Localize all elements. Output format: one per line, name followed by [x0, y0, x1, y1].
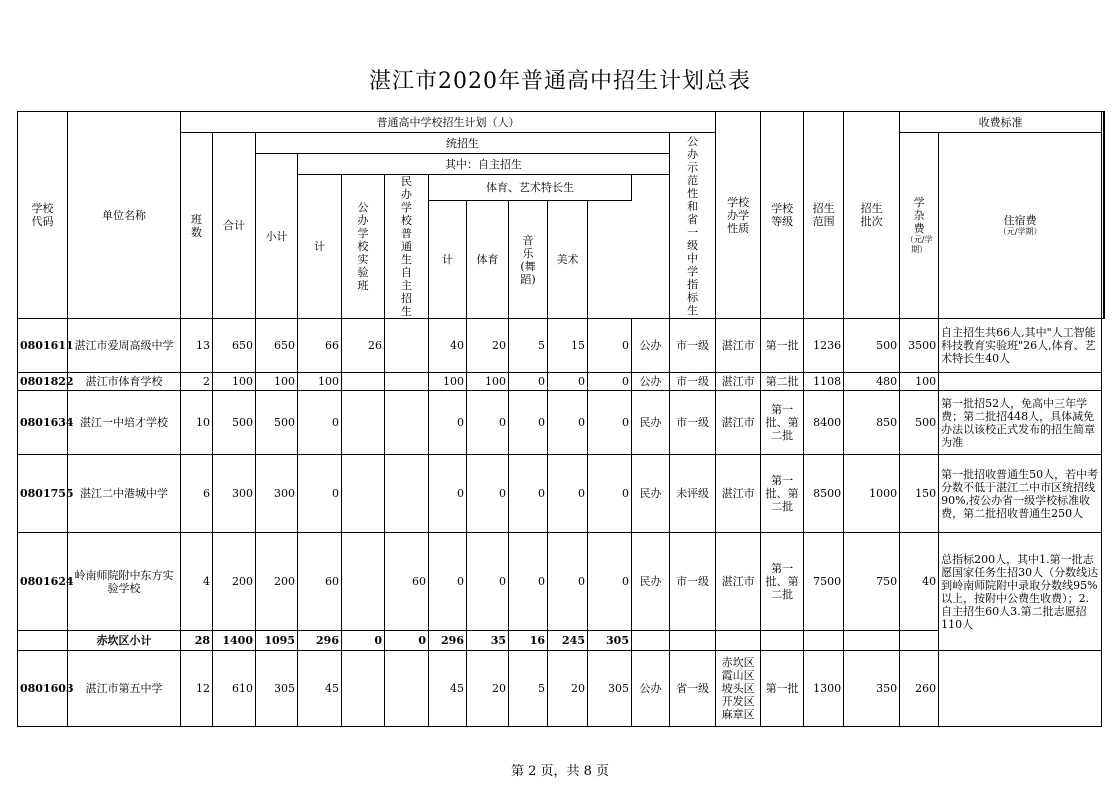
grade-cell: 省一级	[670, 651, 716, 727]
school-code: 0801755	[18, 455, 68, 533]
header-scope: 招生范围	[804, 112, 844, 319]
sports-cell: 35	[467, 631, 509, 651]
remark-cell	[939, 651, 1102, 727]
dorm-cell: 850	[844, 391, 900, 455]
beds-cell: 100	[900, 373, 939, 391]
demo-cell: 305	[588, 631, 632, 651]
classes-cell: 6	[181, 455, 213, 533]
exp-cell: 26	[342, 319, 385, 373]
table-row	[18, 319, 1105, 373]
header-unified: 统招生	[256, 133, 670, 154]
tuition-cell: 1300	[804, 651, 844, 727]
saji-cell: 296	[429, 631, 467, 651]
subtotal-label: 赤坎区小计	[68, 631, 181, 651]
batch-cell: 第二批	[761, 373, 804, 391]
header-remarks	[1103, 112, 1104, 319]
tuition-unit: （元/学期）	[905, 235, 933, 254]
dorm-cell: 480	[844, 373, 900, 391]
scope-cell: 湛江市	[716, 455, 761, 533]
priv-cell	[385, 373, 429, 391]
school-name: 湛江市第五中学	[68, 651, 181, 727]
total-cell: 500	[213, 391, 256, 455]
tuition-cell: 7500	[804, 533, 844, 631]
total-cell: 100	[213, 373, 256, 391]
subtotal-cell: 1095	[256, 631, 298, 651]
total-cell: 610	[213, 651, 256, 727]
beds-cell: 3500	[900, 319, 939, 373]
priv-cell	[385, 319, 429, 373]
classes-cell: 4	[181, 533, 213, 631]
scope-cell: 湛江市	[716, 373, 761, 391]
ji-cell: 0	[298, 391, 342, 455]
table-row	[18, 391, 1105, 455]
saji-cell: 40	[429, 319, 467, 373]
grade-cell: 市一级	[670, 373, 716, 391]
batch-cell: 第一批	[761, 651, 804, 727]
music-cell: 16	[509, 631, 548, 651]
header-sports: 体育	[467, 201, 509, 319]
sports-cell: 100	[467, 373, 509, 391]
scope-cell: 湛江市	[716, 319, 761, 373]
page-title: 湛江市2020年普通高中招生计划总表	[369, 69, 751, 94]
ji-cell: 100	[298, 373, 342, 391]
nature-cell: 公办	[632, 319, 670, 373]
exp-cell: 0	[342, 631, 385, 651]
priv-cell: 60	[385, 533, 429, 631]
subtotal-cell: 650	[256, 319, 298, 373]
header-ji: 计	[298, 175, 342, 319]
ji-cell: 60	[298, 533, 342, 631]
header-sa-ji: 计	[429, 201, 467, 319]
nature-cell: 民办	[632, 533, 670, 631]
total-cell: 300	[213, 455, 256, 533]
school-name: 岭南师院附中东方实验学校	[68, 533, 181, 631]
header-tuition: 学杂费 （元/学期）	[900, 133, 939, 319]
remark-cell	[939, 373, 1102, 391]
header-private-general: 民办学校普通生自主招生	[385, 175, 429, 319]
subtotal-cell: 305	[256, 651, 298, 727]
demo-cell: 305	[588, 651, 632, 727]
grade-cell: 市一级	[670, 391, 716, 455]
arts-cell: 0	[548, 455, 588, 533]
header-subtotal: 小计	[256, 154, 298, 319]
subtotal-cell: 100	[256, 373, 298, 391]
batch-cell: 第一批、第二批	[761, 391, 804, 455]
header-class-count: 班数	[181, 133, 213, 319]
demo-cell: 0	[588, 533, 632, 631]
arts-cell: 15	[548, 319, 588, 373]
priv-cell	[385, 391, 429, 455]
scope-cell: 湛江市	[716, 391, 761, 455]
saji-cell: 0	[429, 533, 467, 631]
tuition-cell: 1236	[804, 319, 844, 373]
sports-cell: 0	[467, 455, 509, 533]
music-cell: 0	[509, 373, 548, 391]
tuition-cell: 8400	[804, 391, 844, 455]
exp-cell	[342, 391, 385, 455]
header-dorm-fee	[939, 133, 1102, 319]
remark-cell: 总指标200人，其中1.第一批志愿国家任务生招30人（分数线达到岭南师院附中录取分数线95%以上，按附中公费生收费）；2.自主招生60人3.第二批志愿招110人	[939, 533, 1102, 651]
exp-cell	[342, 455, 385, 533]
beds-cell: 260	[900, 651, 939, 727]
school-name: 湛江二中港城中学	[68, 455, 181, 533]
saji-cell: 45	[429, 651, 467, 727]
remark-cell: 自主招生共66人,其中"人工智能科技教育实验班"26人,体育、艺术特长生40人	[939, 319, 1102, 373]
music-cell: 0	[509, 455, 548, 533]
music-cell: 0	[509, 533, 548, 631]
school-name: 湛江市体育学校	[68, 373, 181, 391]
header-fees-group: 收费标准	[900, 112, 1102, 133]
beds-cell: 40	[900, 533, 939, 631]
dorm-cell: 500	[844, 319, 900, 373]
header-plan-group: 普通高中学校招生计划（人）	[181, 112, 716, 133]
dorm-fee-label: 住宿费	[1003, 214, 1037, 227]
music-cell: 0	[509, 391, 548, 455]
classes-cell: 2	[181, 373, 213, 391]
header-school-code: 学校代码	[18, 112, 68, 319]
demo-cell: 0	[588, 373, 632, 391]
school-code: 0801603	[18, 651, 68, 727]
ji-cell: 66	[298, 319, 342, 373]
header-batch: 招生批次	[844, 112, 900, 319]
total-cell: 200	[213, 533, 256, 631]
priv-cell: 0	[385, 631, 429, 651]
arts-cell: 0	[548, 373, 588, 391]
nature-cell: 公办	[632, 373, 670, 391]
batch-cell: 第一批、第二批	[761, 533, 804, 631]
dorm-fee-unit: （元/学期）	[998, 227, 1042, 236]
subtotal-cell: 200	[256, 533, 298, 631]
arts-cell: 0	[548, 391, 588, 455]
subtotal-cell: 300	[256, 455, 298, 533]
school-code: 0801634	[18, 391, 68, 455]
sports-cell: 0	[467, 391, 509, 455]
sports-cell: 0	[467, 533, 509, 631]
priv-cell	[385, 455, 429, 533]
school-code: 0801822	[18, 373, 68, 391]
table-row	[18, 373, 1105, 391]
header-nature: 学校办学性质	[716, 112, 761, 319]
header-unit-name: 单位名称	[68, 112, 181, 319]
dorm-cell: 1000	[844, 455, 900, 533]
school-code: 0801624	[18, 533, 68, 631]
arts-cell: 20	[548, 651, 588, 727]
nature-cell: 民办	[632, 391, 670, 455]
grade-cell: 市一级	[670, 533, 716, 631]
header-fine-arts: 美术	[548, 201, 588, 319]
priv-cell	[385, 651, 429, 727]
table-row	[18, 651, 1105, 727]
scope-cell: 赤坎区霞山区坡头区开发区麻章区	[716, 651, 761, 727]
music-cell: 5	[509, 651, 548, 727]
grade-cell: 市一级	[670, 319, 716, 373]
header-sports-arts: 体育、艺术特长生	[429, 175, 632, 201]
exp-cell	[342, 533, 385, 631]
demo-cell: 0	[588, 319, 632, 373]
music-cell: 5	[509, 319, 548, 373]
page-footer: 第 2 页，共 8 页	[510, 764, 610, 779]
enrollment-plan-table	[17, 111, 1105, 727]
header-total: 合计	[213, 133, 256, 319]
nature-cell: 民办	[632, 455, 670, 533]
ji-cell: 0	[298, 455, 342, 533]
subtotal-cell: 500	[256, 391, 298, 455]
batch-cell: 第一批	[761, 319, 804, 373]
header-demo-quota: 公办示范性和省一级中学指标生	[670, 133, 716, 319]
classes-cell: 12	[181, 651, 213, 727]
total-cell: 650	[213, 319, 256, 373]
header-public-exp: 公办学校实验班	[342, 175, 385, 319]
arts-cell: 245	[548, 631, 588, 651]
classes-cell: 10	[181, 391, 213, 455]
exp-cell	[342, 651, 385, 727]
header-grade: 学校等级	[761, 112, 804, 319]
exp-cell	[342, 373, 385, 391]
grade-cell: 未评级	[670, 455, 716, 533]
header-autonomous: 其中：自主招生	[298, 154, 670, 175]
saji-cell: 0	[429, 391, 467, 455]
dorm-cell: 350	[844, 651, 900, 727]
classes-cell: 13	[181, 319, 213, 373]
table-row	[18, 455, 1105, 533]
sports-cell: 20	[467, 319, 509, 373]
header-music: 音乐(舞蹈)	[509, 201, 548, 319]
demo-cell: 0	[588, 455, 632, 533]
remark-cell: 第一批招收普通生50人，若中考分数不低于湛江二中市区统招线90%,按公办省一级学校标准收费，第二批招收普通生250人	[939, 455, 1102, 533]
demo-cell: 0	[588, 391, 632, 455]
ji-cell: 45	[298, 651, 342, 727]
ji-cell: 296	[298, 631, 342, 651]
school-name: 湛江一中培才学校	[68, 391, 181, 455]
remark-cell: 第一批招52人，免高中三年学费；第二批招448人，具体减免办法以该校正式发布的招生简章为准	[939, 391, 1102, 455]
sports-cell: 20	[467, 651, 509, 727]
saji-cell: 0	[429, 455, 467, 533]
table-row	[18, 533, 1105, 631]
nature-cell: 公办	[632, 651, 670, 727]
saji-cell: 100	[429, 373, 467, 391]
dorm-cell: 750	[844, 533, 900, 631]
school-name: 湛江市爱周高级中学	[68, 319, 181, 373]
beds-cell: 500	[900, 391, 939, 455]
classes-cell: 28	[181, 631, 213, 651]
school-code: 0801611	[18, 319, 68, 373]
total-cell: 1400	[213, 631, 256, 651]
arts-cell: 0	[548, 533, 588, 631]
beds-cell: 150	[900, 455, 939, 533]
tuition-cell: 8500	[804, 455, 844, 533]
scope-cell: 湛江市	[716, 533, 761, 631]
batch-cell: 第一批、第二批	[761, 455, 804, 533]
tuition-cell: 1108	[804, 373, 844, 391]
